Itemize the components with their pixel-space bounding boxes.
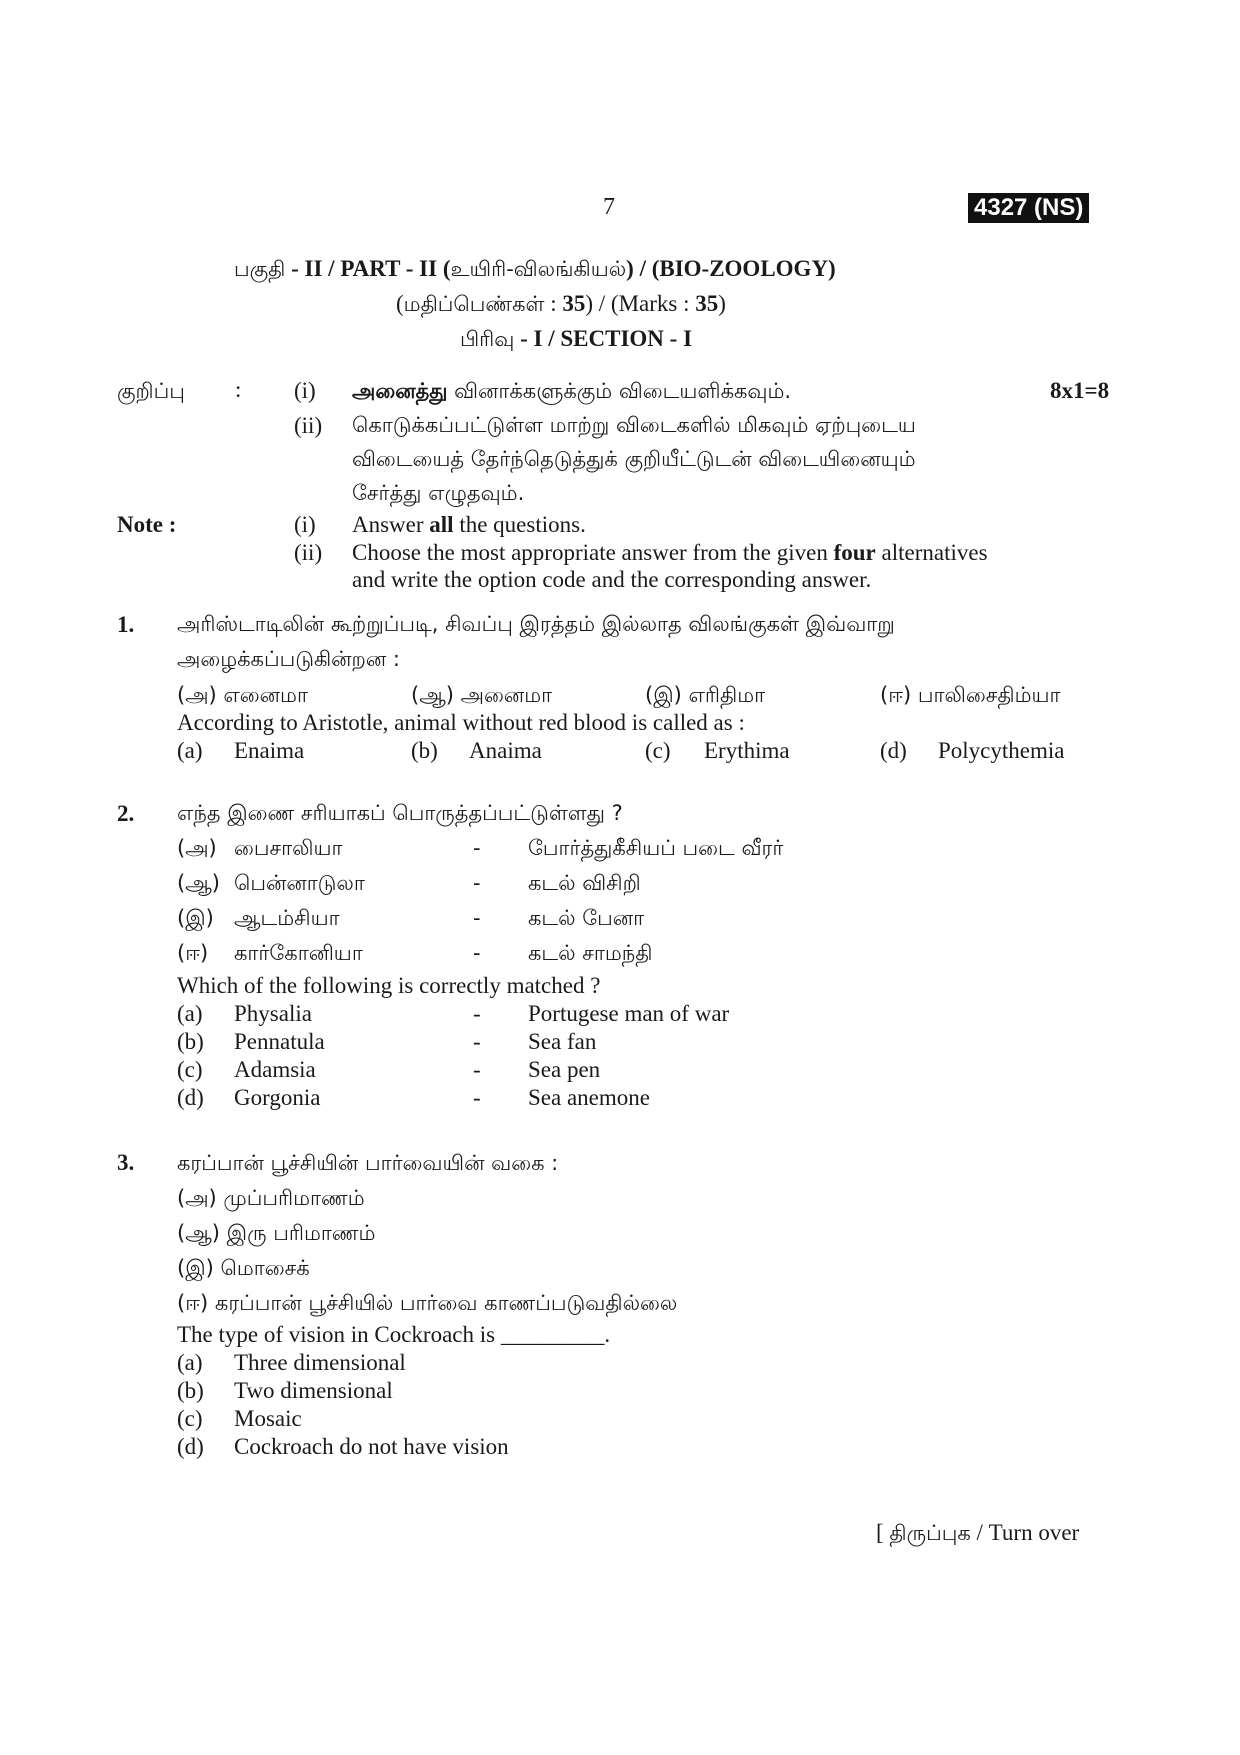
q1-option-a-label: (a)	[177, 738, 203, 763]
q2-eng-dash-d: -	[473, 1085, 481, 1110]
note-colon: :	[235, 377, 242, 402]
q3-tam-option-c: (இ) மொசைக்	[177, 1256, 310, 1280]
q2-eng-right-a: Portugese man of war	[528, 1001, 730, 1026]
q3-option-b-label: (b)	[177, 1378, 204, 1403]
q2-tam-right-d: கடல் சாமந்தி	[528, 941, 653, 965]
question-1-number: 1.	[117, 612, 135, 637]
note-label-english: Note :	[117, 512, 177, 537]
q3-tam-option-b: (ஆ) இரு பரிமாணம்	[177, 1221, 376, 1245]
note-tam-ii-line2: விடையைத் தேர்ந்தெடுத்துக் குறியீட்டுடன் விடையினையும்	[352, 447, 916, 471]
marks-formula: 8x1=8	[1050, 378, 1110, 403]
q2-tam-dash-c: -	[473, 906, 481, 930]
q2-eng-dash-a: -	[473, 1001, 481, 1026]
q2-eng-dash-b: -	[473, 1029, 481, 1054]
q2-tam-right-a: போர்த்துகீசியப் படை வீரர்	[528, 836, 784, 860]
question-2-number: 2.	[117, 801, 135, 826]
question-3-number: 3.	[117, 1150, 135, 1175]
q3-tam-option-a: (அ) முப்பரிமாணம்	[177, 1186, 365, 1210]
q2-eng-left-b: Pennatula	[234, 1029, 325, 1054]
q3-option-c-label: (c)	[177, 1406, 203, 1431]
q2-tam-right-c: கடல் பேனா	[528, 906, 645, 930]
q3-option-c-text: Mosaic	[234, 1406, 302, 1431]
note-eng-ii-line1: Choose the most appropriate answer from the given four alternatives	[352, 540, 988, 565]
q2-tam-left-a: பைசாலியா	[234, 836, 343, 860]
q1-option-b-label: (b)	[411, 738, 438, 763]
q1-tam-option-c: (இ) எரிதிமா	[645, 683, 766, 707]
note-label-tamil: குறிப்பு	[117, 379, 185, 403]
q1-option-d-label: (d)	[880, 738, 907, 763]
q2-tam-dash-a: -	[473, 836, 481, 860]
q3-option-b-text: Two dimensional	[234, 1378, 393, 1403]
note-tam-ii-line1: கொடுக்கப்பட்டுள்ள மாற்று விடைகளில் மிகவும் ஏற்புடைய	[352, 413, 916, 437]
q1-tam-option-d: (ஈ) பாலிசைதிம்யா	[880, 683, 1061, 707]
q2-eng-right-c: Sea pen	[528, 1057, 601, 1082]
note-eng-i: Answer all the questions.	[352, 512, 586, 537]
note-eng-ii-num: (ii)	[294, 540, 323, 565]
question-1-english: According to Aristotle, animal without red blood is called as :	[177, 710, 745, 735]
question-1-tamil-line2: அழைக்கப்படுகின்றன :	[177, 647, 400, 671]
q2-eng-label-b: (b)	[177, 1029, 204, 1054]
page-number: 7	[603, 194, 615, 220]
q2-tam-left-d: கார்கோனியா	[234, 941, 363, 965]
question-2-english: Which of the following is correctly matched ?	[177, 973, 601, 998]
q2-tam-left-b: பென்னாடுலா	[234, 871, 365, 895]
note-tam-ii-line3: சேர்த்து எழுதவும்.	[352, 481, 525, 505]
note-eng-ii-line2: and write the option code and the corresponding answer.	[352, 567, 872, 592]
question-3-english: The type of vision in Cockroach is _________.	[177, 1322, 611, 1347]
note-eng-i-num: (i)	[294, 512, 316, 537]
q1-tam-option-b: (ஆ) அனைமா	[411, 683, 553, 707]
marks-title: (மதிப்பெண்கள் : 35) / (Marks : 35)	[396, 291, 726, 316]
q1-option-c-text: Erythima	[704, 738, 790, 763]
q1-option-d-text: Polycythemia	[938, 738, 1065, 763]
q2-tam-dash-b: -	[473, 871, 481, 895]
question-2-tamil: எந்த இணை சரியாகப் பொருத்தப்பட்டுள்ளது ?	[177, 801, 623, 825]
note-tam-i-num: (i)	[294, 378, 316, 403]
q2-eng-dash-c: -	[473, 1057, 481, 1082]
q3-option-d-text: Cockroach do not have vision	[234, 1434, 509, 1459]
q1-tam-option-a: (அ) எனைமா	[177, 683, 308, 707]
note-tam-ii-num: (ii)	[294, 413, 323, 438]
q2-tam-label-b: (ஆ)	[177, 871, 220, 895]
q3-option-a-label: (a)	[177, 1350, 203, 1375]
q2-eng-label-a: (a)	[177, 1001, 203, 1026]
q2-eng-left-a: Physalia	[234, 1001, 312, 1026]
q2-tam-right-b: கடல் விசிறி	[528, 871, 641, 895]
q3-tam-option-d: (ஈ) கரப்பான் பூச்சியில் பார்வை காணப்படுவதில்லை	[177, 1291, 678, 1315]
q2-eng-label-c: (c)	[177, 1057, 203, 1082]
q2-eng-right-b: Sea fan	[528, 1029, 597, 1054]
q2-eng-left-d: Gorgonia	[234, 1085, 321, 1110]
q2-tam-label-d: (ஈ)	[177, 941, 209, 965]
question-1-tamil-line1: அரிஸ்டாடிலின் கூற்றுப்படி, சிவப்பு இரத்தம் இல்லாத விலங்குகள் இவ்வாறு	[177, 612, 895, 636]
q3-option-a-text: Three dimensional	[234, 1350, 406, 1375]
q2-eng-right-d: Sea anemone	[528, 1085, 650, 1110]
q2-eng-label-d: (d)	[177, 1085, 204, 1110]
part-title: பகுதி - II / PART - II (உயிரி-விலங்கியல்) / (BIO-ZOOLOGY)	[234, 256, 836, 281]
section-title: பிரிவு - I / SECTION - I	[460, 326, 693, 351]
question-3-tamil: கரப்பான் பூச்சியின் பார்வையின் வகை :	[177, 1151, 559, 1175]
q2-tam-label-a: (அ)	[177, 836, 217, 860]
q1-option-b-text: Anaima	[469, 738, 542, 763]
paper-code: 4327 (NS)	[968, 193, 1089, 223]
q1-option-c-label: (c)	[645, 738, 671, 763]
q2-tam-dash-d: -	[473, 941, 481, 965]
q2-tam-label-c: (இ)	[177, 906, 214, 930]
q2-eng-left-c: Adamsia	[234, 1057, 316, 1082]
q3-option-d-label: (d)	[177, 1434, 204, 1459]
q1-option-a-text: Enaima	[234, 738, 305, 763]
note-tam-i: அனைத்து வினாக்களுக்கும் விடையளிக்கவும்.	[352, 379, 792, 403]
turn-over: [ திருப்புக / Turn over	[876, 1520, 1080, 1545]
q2-tam-left-c: ஆடம்சியா	[234, 906, 340, 930]
